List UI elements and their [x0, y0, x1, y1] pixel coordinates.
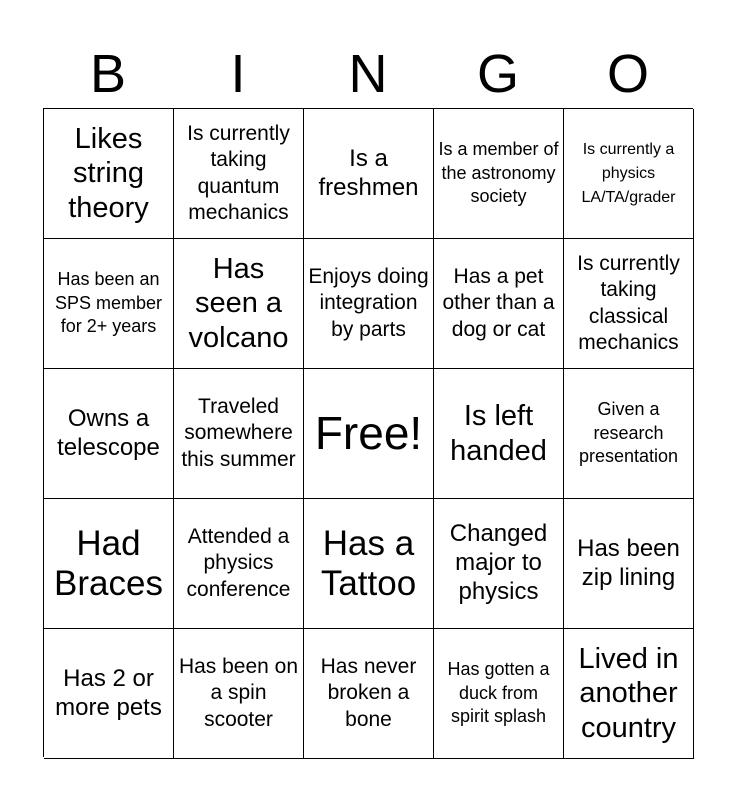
bingo-cell-text: Has gotten a duck from spirit splash: [447, 658, 550, 727]
bingo-cell[interactable]: [434, 239, 564, 369]
bingo-cell-text: Has been an SPS member for 2+ years: [54, 268, 163, 337]
bingo-cell-text: Had Braces: [54, 524, 163, 603]
bingo-cell[interactable]: [434, 629, 564, 759]
bingo-cell[interactable]: [174, 109, 304, 239]
bingo-cell[interactable]: [564, 499, 694, 629]
bingo-cell[interactable]: [564, 109, 694, 239]
bingo-cell[interactable]: [174, 239, 304, 369]
bingo-cell-text: Has a Tattoo: [320, 524, 417, 603]
bingo-cell-text: Free!: [314, 407, 423, 460]
header-letter-o: O: [606, 44, 649, 104]
bingo-cell-text: Owns a telescope: [57, 404, 160, 461]
bingo-cell[interactable]: [44, 369, 174, 499]
bingo-cell-text: Has 2 or more pets: [55, 664, 162, 721]
bingo-cell[interactable]: [564, 369, 694, 499]
header-letter-n: N: [348, 44, 388, 104]
header-letter-g: G: [476, 44, 519, 104]
bingo-cell-text: Enjoys doing integration by parts: [308, 265, 429, 341]
bingo-cell-text: Given a research presentation: [578, 398, 679, 467]
bingo-cell[interactable]: [44, 109, 174, 239]
bingo-cell-text: Has been zip lining: [577, 534, 680, 591]
bingo-cell-text: Traveled somewhere this summer: [181, 395, 296, 471]
bingo-cell[interactable]: [564, 239, 694, 369]
bingo-cell[interactable]: [304, 629, 434, 759]
bingo-cell[interactable]: [44, 499, 174, 629]
bingo-cell[interactable]: [44, 239, 174, 369]
bingo-cell-text: Is currently a physics LA/TA/grader: [581, 140, 676, 206]
bingo-cell[interactable]: [304, 239, 434, 369]
header-letter-i: I: [230, 44, 246, 104]
bingo-grid: [43, 108, 693, 757]
bingo-cell[interactable]: [434, 369, 564, 499]
bingo-cell-text: Likes string theory: [68, 123, 149, 224]
bingo-cell[interactable]: [304, 109, 434, 239]
bingo-cell-text: Has been on a spin scooter: [178, 655, 299, 731]
bingo-cell-text: Attended a physics conference: [186, 525, 291, 601]
bingo-cell-text: Changed major to physics: [449, 520, 548, 605]
bingo-cell-text: Lived in another country: [578, 643, 679, 744]
bingo-cell-text: Has seen a volcano: [188, 253, 289, 354]
bingo-cell[interactable]: [434, 499, 564, 629]
bingo-cell[interactable]: [564, 629, 694, 759]
bingo-cell-text: Is left handed: [450, 400, 547, 467]
bingo-free-cell[interactable]: [304, 369, 434, 499]
bingo-cell-text: Is a freshmen: [318, 144, 419, 201]
bingo-cell[interactable]: [174, 499, 304, 629]
bingo-cell-text: Has never broken a bone: [320, 655, 417, 731]
bingo-cell-text: Is currently taking classical mechanics: [577, 252, 680, 354]
bingo-cell[interactable]: [174, 629, 304, 759]
bingo-header: [43, 40, 693, 108]
bingo-cell[interactable]: [304, 499, 434, 629]
header-letter-b: B: [89, 44, 127, 104]
bingo-cell-text: Has a pet other than a dog or cat: [442, 265, 555, 341]
bingo-cell[interactable]: [434, 109, 564, 239]
bingo-cell[interactable]: [174, 369, 304, 499]
bingo-cell[interactable]: [44, 629, 174, 759]
bingo-cell-text: Is a member of the astronomy society: [438, 138, 559, 207]
bingo-cell-text: Is currently taking quantum mechanics: [187, 122, 290, 224]
